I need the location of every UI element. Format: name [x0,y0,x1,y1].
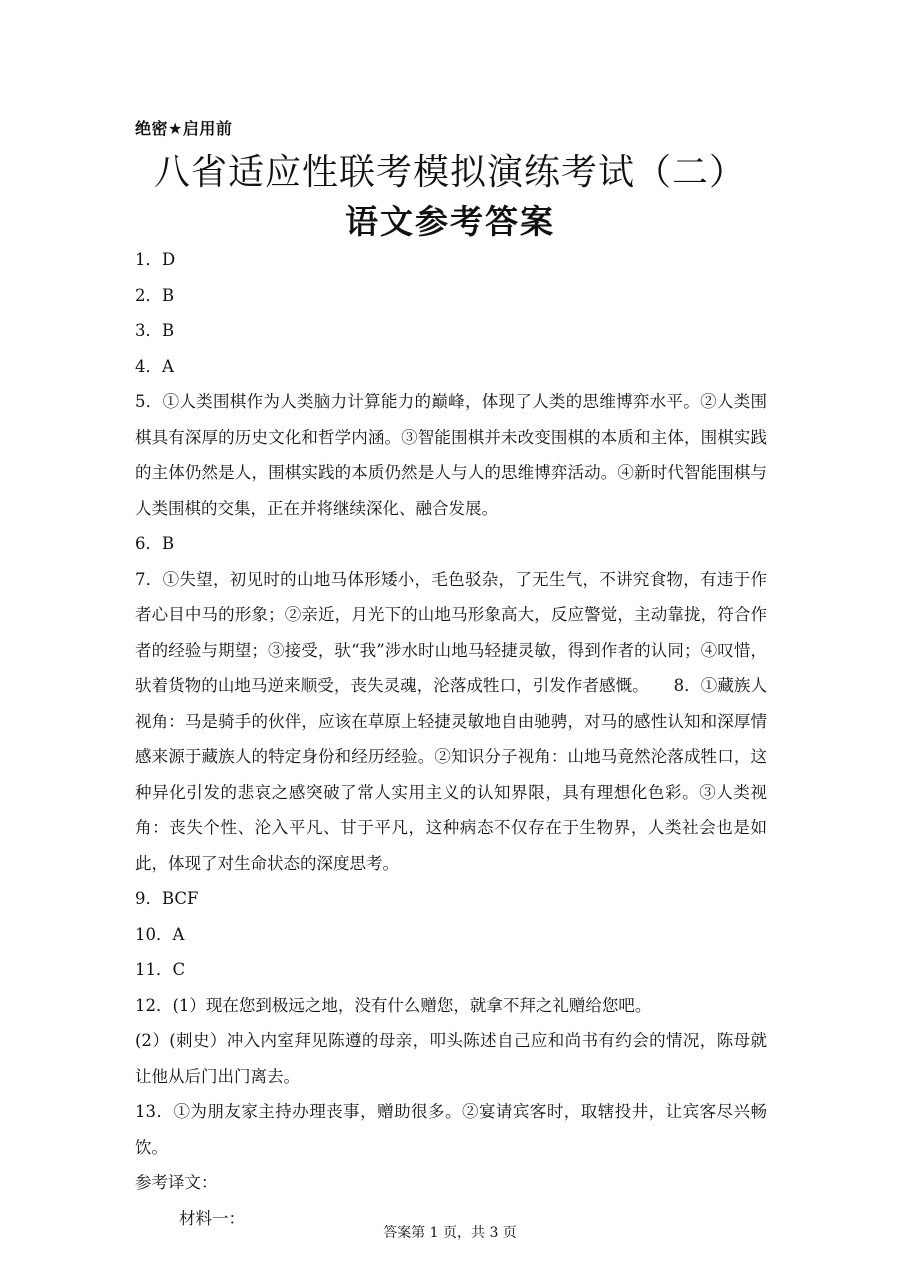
secret-label: 绝密★启用前 [135,119,233,138]
page-footer: 答案第 1 页，共 3 页 [383,1225,517,1241]
answer-2: 2．B [135,285,175,305]
answer-key-title: 语文参考答案 [345,202,555,241]
answer-list [135,242,767,1236]
answer-7-8: 7．①失望，初见时的山地马体形矮小，毛色驳杂，了无生气，不讲究食物，有违于作者心目中马的形象；②亲近，月光下的山地马形象高大，反应警觉，主动靠拢，符合作者的经验与期望；③接受，驮“我”涉水时山地马轻捷灵敏，得到作者的认同；④叹惜，驮着货物的山地马逆来顺受，丧失灵魂，沦落成牲口，引发作者感慨。 8．①藏族人视角：马是骑手的伙伴，应该在草原上轻捷灵敏地自由驰骋，对马的感性认知和深厚情感来源于藏族人的特定身份和经历经验。②知识分子视角：山地马竟然沦落成牲口，这种异化引发的悲哀之感突破了常人实用主义的认知界限，具有理想化色彩。③人类视角：丧失个性、沦入平凡、甘于平凡，这种病态不仅存在于生物界，人类社会也是如此，体现了对生命状态的深度思考。 [135,569,767,873]
answer-10: 10．A [135,924,185,944]
answer-3: 3．B [135,321,175,340]
answer-13: 13．①为朋友家主持办理丧事，赠助很多。②宴请宾客时，取辖投井，让宾客尽兴畅饮。 [135,1102,767,1157]
answer-4: 4．A [135,356,174,376]
answer-5: 5．①人类围棋作为人类脑力计算能力的巅峰，体现了人类的思维博弈水平。②人类围棋具有深厚的历史文化和哲学内涵。③智能围棋并未改变围棋的本质和主体，围棋实践的主体仍然是人，围棋实践的本质仍然是人与人的思维博弈活动。④新时代智能围棋与人类围棋的交集，正在并将继续深化、融合发展。 [135,392,767,518]
answer-6: 6．B [135,534,175,553]
answer-1: 1．D [135,250,176,269]
answer-12-1: 12．(1）现在您到极远之地，没有什么赠您，就拿不拜之礼赠给您吧。 [135,995,652,1015]
exam-title: 八省适应性联考模拟演练考试（二） [153,152,746,193]
answer-11: 11．C [135,960,186,979]
material-one-label: 材料一： [179,1208,245,1228]
answer-12-2: (2）(刺史）冲入内室拜见陈遵的母亲，叩头陈述自己应和尚书有约会的情况，陈母就让他从后门出门离去。 [135,1031,767,1086]
answer-9: 9．BCF [135,889,199,908]
translation-heading: 参考译文： [135,1173,218,1192]
